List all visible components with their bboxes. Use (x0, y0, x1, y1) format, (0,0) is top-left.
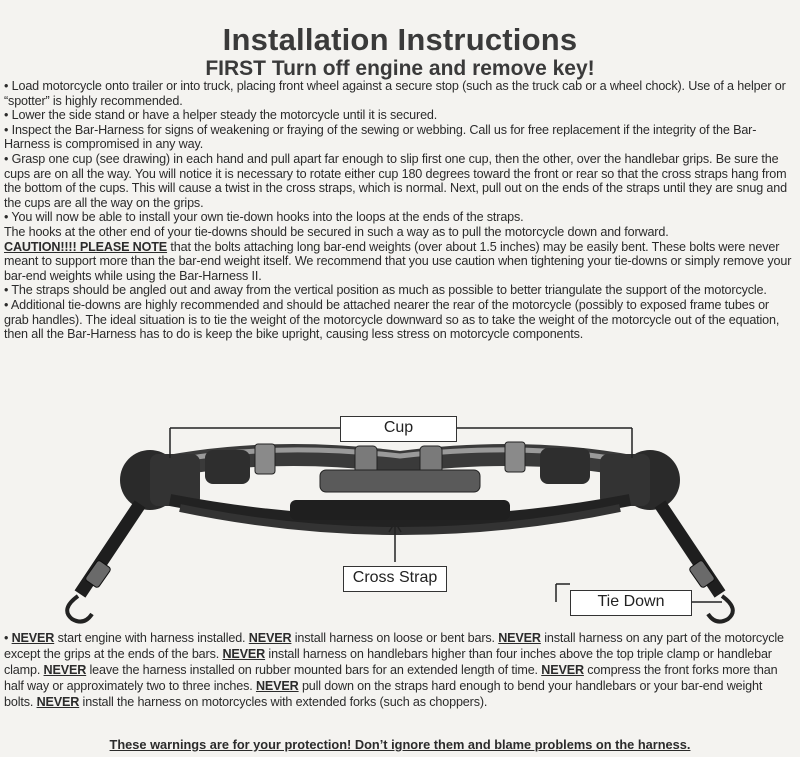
instruction-side-stand: • Lower the side stand or have a helper steady the motorcycle until it is secured. (4, 108, 438, 123)
warning-compress-forks: compress the front forks more than half way or approximately two to three inches. (4, 663, 778, 693)
never-label: NEVER (43, 663, 87, 677)
warning-grips-only: install harness on any part of the motorcycle except the grips at the ends of the bars. (4, 631, 784, 661)
never-label: NEVER (11, 631, 55, 645)
never-label: NEVER (248, 631, 292, 645)
never-label: NEVER (36, 695, 80, 709)
warning-extended-forks: install the harness on motorcycles with extended forks (such as choppers). (79, 695, 488, 709)
warning-pull-down: pull down on the straps hard enough to bend your handlebars or your bar-end weight bolts. (4, 679, 763, 709)
instruction-angle-straps: • The straps should be angled out and away from the vertical position as much as possible to better triangulate the support of the motorcycle. (4, 283, 767, 298)
warning-loose-bars: install harness on loose or bent bars. (291, 631, 499, 645)
instruction-inspect: • Inspect the Bar-Harness for signs of weakening or fraying of the sewing or webbing. Call us for free replacement if the integrity of the Bar-Harness is compromised in any way. (4, 122, 757, 152)
never-label: NEVER (222, 647, 266, 661)
warning-high-bars: install harness on handlebars higher than four inches above the top triple clamp or handlebar clamp. (4, 647, 772, 677)
never-label: NEVER (541, 663, 584, 677)
instruction-hooks-secure: The hooks at the other end of your tie-downs should be secured in such a way as to pull the motorcycle down and forward. (4, 224, 669, 239)
instruction-tie-down-hooks: • You will now be able to install your own tie-down hooks into the loops at the ends of the straps. (4, 210, 524, 225)
warning-rubber-mounted: leave the harness installed on rubber mounted bars for an extended length of time. (86, 663, 542, 677)
never-label: NEVER (498, 631, 541, 645)
page-title: Installation Instructions (222, 22, 578, 57)
caution-text: that the bolts attaching long bar-end weights (over about 1.5 inches) may be easily bent. These bolts were never meant to support more than the bar-end weight itself. We recommend that you use caution when tightening your tie-downs or simply remove your bar-end weights while using the Bar-Harness II. (4, 239, 792, 283)
instructions-text (4, 79, 794, 342)
cross-strap-label: Cross Strap (343, 566, 447, 592)
instruction-grasp-cups: • Grasp one cup (see drawing) in each hand and pull apart far enough to slip first one cup, then the other, over the handlebar grips. Be sure the cups are on all the way. You will notice it is necessary to rotate either cup 180 degrees toward the front or rear so that the cross straps hang from the bottom of the cups. This will cause a twist in the cross straps, which is normal. Next, pull out on the ends of the straps until they are snug and the cups are all the way on the grips. (4, 151, 787, 210)
footer-warning: These warnings are for your protection! Don’t ignore them and blame problems on the harness. (109, 737, 691, 752)
warnings-text (4, 630, 794, 710)
tie-down-label: Tie Down (570, 590, 692, 616)
instruction-additional-tiedowns: • Additional tie-downs are highly recommended and should be attached nearer the rear of the motorcycle (possibly to exposed frame tubes or grab handles). The ideal situation is to tie the weight of the motorcycle downward so as to take the weight of the motorcycle out of the equation, then all the Bar-Harness has to do is keep the bike upright, causing less stress on motorcycle components. (4, 297, 780, 342)
caution-paragraph (4, 240, 794, 284)
bar-harness-drawing (0, 404, 800, 624)
warning-start-engine: start engine with harness installed. (54, 631, 249, 645)
page-subtitle: FIRST Turn off engine and remove key! (205, 57, 595, 80)
never-label: NEVER (255, 679, 299, 693)
instruction-load: • Load motorcycle onto trailer or into truck, placing front wheel against a secure stop (such as the truck cab or a wheel chock). Use of a helper or “spotter” is highly recommended. (4, 79, 786, 108)
caution-label: CAUTION!!!! PLEASE NOTE (4, 239, 168, 254)
cup-label: Cup (340, 416, 457, 442)
warnings-paragraph: • NEVER start engine with harness installed. NEVER install harness on loose or bent bars. NEVER install harness on any part of the motorcycle except the grips at the ends of the bars. NEVER install harness on handlebars higher than four inches above the top triple clamp or handlebar clamp. NEVER leave the harness installed on rubber mounted bars for an extended length of time. NEVER compress the front forks more than half way or approximately two to three inches. NEVER pull down on the straps hard enough to bend your handlebars or your bar-end weight bolts. NEVER install the harness on motorcycles with extended forks (such as choppers). (4, 631, 784, 709)
